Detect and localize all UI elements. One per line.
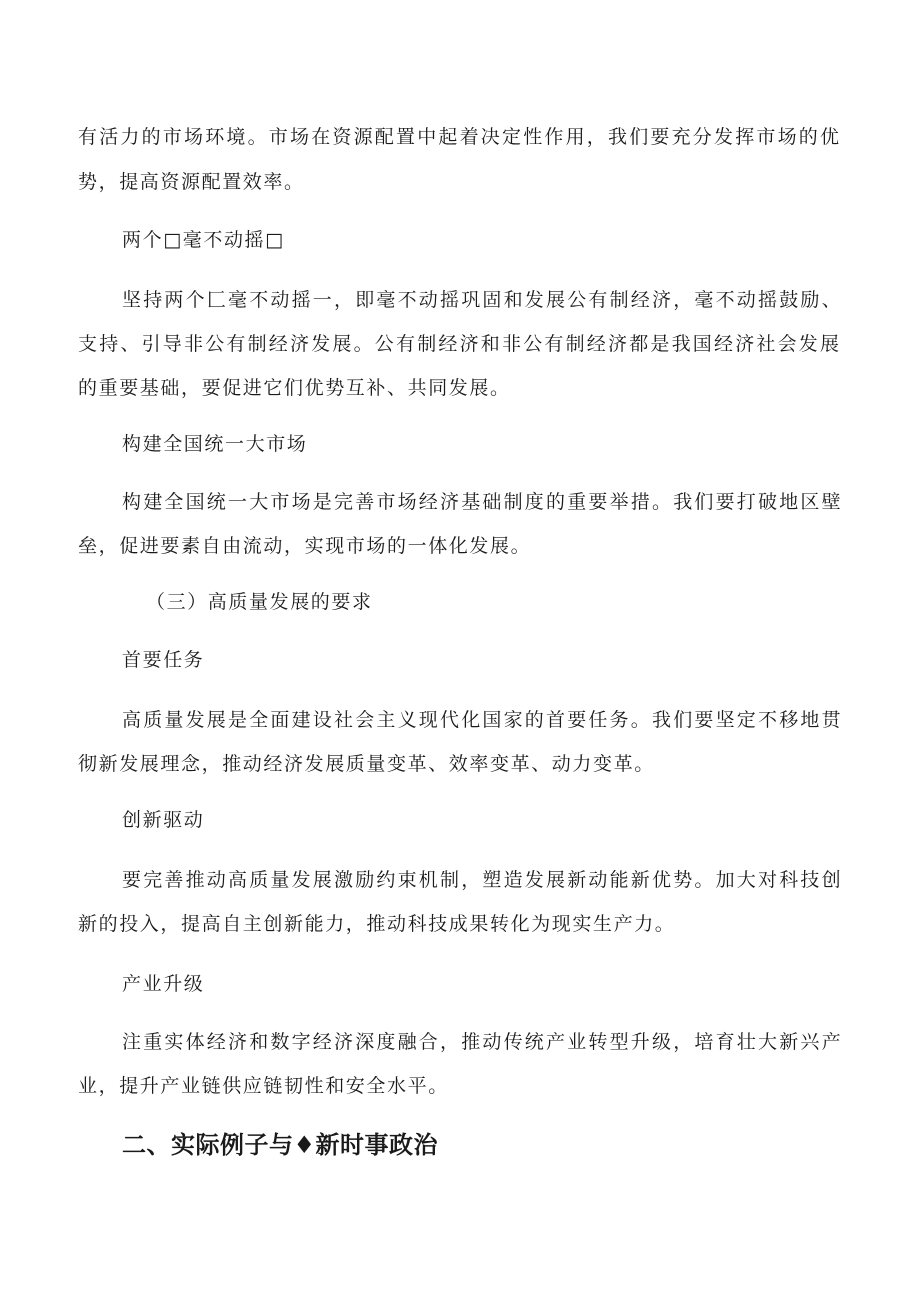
paragraph-industry-upgrade-line-1: 注重实体经济和数字经济深度融合，推动传统产业转型升级，培育壮大新兴产 xyxy=(122,1031,843,1053)
subheading-two-unwavering: 两个□毫不动摇□ xyxy=(122,229,285,251)
section-heading-two: 二、实际例子与♦新时事政治 xyxy=(122,1131,439,1159)
section-three-title: （三）高质量发展的要求 xyxy=(146,591,373,613)
paragraph-innovation-line-2: 新的投入，提高自主创新能力，推动科技成果转化为现实生产力。 xyxy=(78,913,676,935)
paragraph-two-unwavering-line-2: 支持、引导非公有制经济发展。公有制经济和非公有制经济都是我国经济社会发展 xyxy=(78,333,842,355)
subheading-unified-market: 构建全国统一大市场 xyxy=(122,433,308,455)
paragraph-primary-task-line-2: 彻新发展理念，推动经济发展质量变革、效率变革、动力变革。 xyxy=(78,753,655,775)
paragraph-unified-market-line-1: 构建全国统一大市场是完善市场经济基础制度的重要举措。我们要打破地区壁 xyxy=(122,491,843,513)
paragraph-two-unwavering-line-1: 坚持两个匚毫不动摇一，即毫不动摇巩固和发展公有制经济，毫不动摇鼓励、 xyxy=(122,289,843,311)
paragraph-industry-upgrade-line-2: 业，提升产业链供应链韧性和安全水平。 xyxy=(78,1075,449,1097)
paragraph-market-environment-line-2: 势，提高资源配置效率。 xyxy=(78,171,305,193)
subheading-innovation: 创新驱动 xyxy=(122,809,205,831)
paragraph-primary-task-line-1: 高质量发展是全面建设社会主义现代化国家的首要任务。我们要坚定不移地贯 xyxy=(122,709,843,731)
paragraph-unified-market-line-2: 垒，促进要素自由流动，实现市场的一体化发展。 xyxy=(78,535,532,557)
subheading-industry-upgrade: 产业升级 xyxy=(122,973,205,995)
paragraph-two-unwavering-line-3: 的重要基础，要促进它们优势互补、共同发展。 xyxy=(78,377,511,399)
subheading-primary-task: 首要任务 xyxy=(122,649,205,671)
paragraph-innovation-line-1: 要完善推动高质量发展激励约束机制，塑造发展新动能新优势。加大对科技创 xyxy=(122,869,843,891)
paragraph-market-environment-line-1: 有活力的市场环境。市场在资源配置中起着决定性作用，我们要充分发挥市场的优 xyxy=(78,126,842,148)
